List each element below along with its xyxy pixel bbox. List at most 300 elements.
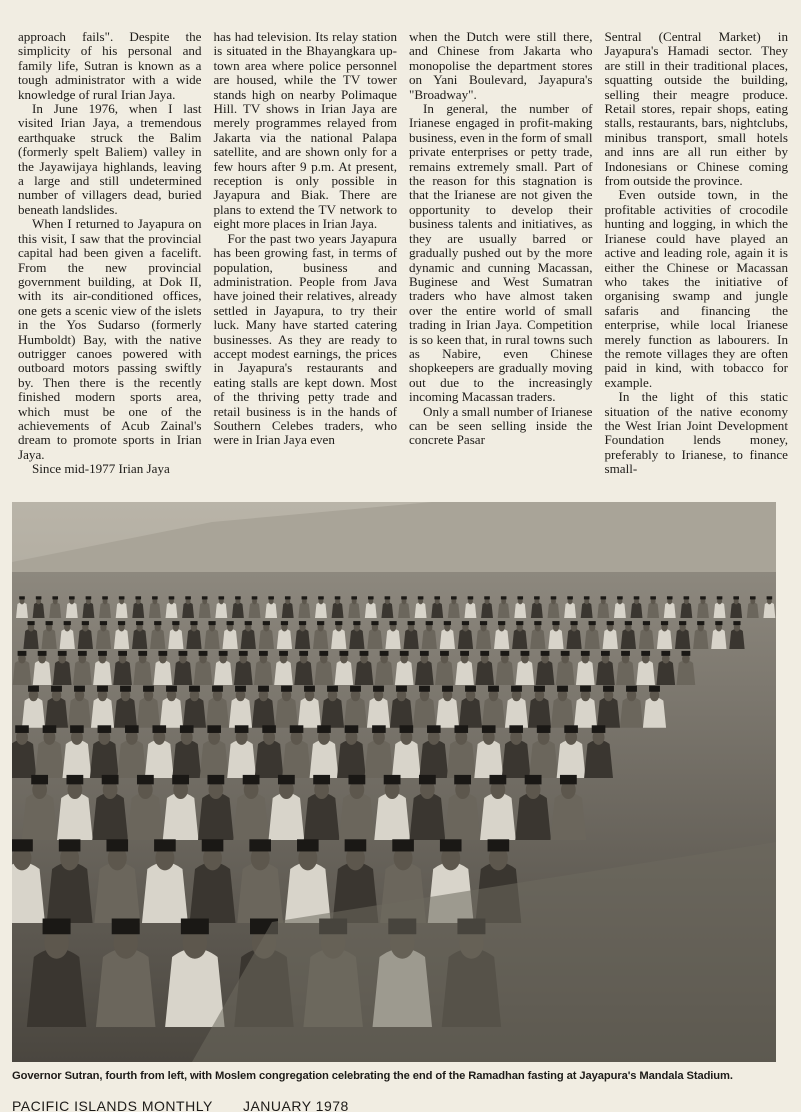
peci-cap bbox=[501, 596, 507, 599]
worshipper-body bbox=[367, 629, 382, 649]
peci-cap bbox=[488, 686, 499, 692]
worshipper-body bbox=[96, 629, 111, 649]
worshipper-body bbox=[13, 660, 32, 685]
worshipper-body bbox=[621, 629, 636, 649]
paragraph: In June 1976, when I last visited Irian Jaya, a tremendous earthquake struck the Balim (formerly spelt Baliem) valley in the Jayawijaya highlands, leaving a large and still undetermined number of villagers dead, buried beneath landslides. bbox=[18, 101, 202, 217]
worshipper-body bbox=[68, 697, 91, 728]
peci-cap bbox=[138, 651, 147, 656]
worshipper-body bbox=[223, 629, 238, 649]
worshipper-body bbox=[332, 602, 344, 618]
peci-cap bbox=[617, 596, 623, 599]
worshipper-body bbox=[166, 602, 178, 618]
peci-cap bbox=[327, 686, 338, 692]
worshipper-body bbox=[199, 602, 211, 618]
worshipper-body bbox=[585, 629, 600, 649]
worshipper-body bbox=[693, 629, 708, 649]
peci-cap bbox=[259, 651, 268, 656]
worshipper-body bbox=[480, 793, 516, 840]
worshipper-body bbox=[530, 629, 545, 649]
worshipper-body bbox=[66, 602, 78, 618]
worshipper-body bbox=[128, 793, 164, 840]
worshipper-body bbox=[275, 697, 298, 728]
worshipper-body bbox=[22, 793, 58, 840]
peci-cap bbox=[43, 919, 71, 935]
peci-cap bbox=[603, 686, 614, 692]
peci-cap bbox=[106, 839, 128, 851]
worshipper-body bbox=[714, 602, 726, 618]
peci-cap bbox=[717, 596, 723, 599]
worshipper-body bbox=[459, 697, 482, 728]
worshipper-body bbox=[206, 697, 229, 728]
peci-cap bbox=[208, 621, 215, 625]
peci-cap bbox=[339, 651, 348, 656]
article-column-4 bbox=[605, 30, 789, 492]
peci-cap bbox=[297, 839, 319, 851]
worshipper-body bbox=[367, 697, 390, 728]
worshipper-body bbox=[117, 740, 146, 778]
worshipper-body bbox=[419, 740, 448, 778]
worshipper-body bbox=[603, 629, 618, 649]
peci-cap bbox=[667, 596, 673, 599]
worshipper-body bbox=[616, 660, 635, 685]
worshipper-body bbox=[548, 629, 563, 649]
worshipper-body bbox=[643, 697, 666, 728]
worshipper-body bbox=[348, 602, 360, 618]
worshipper-body bbox=[349, 629, 364, 649]
worshipper-body bbox=[677, 660, 696, 685]
peci-cap bbox=[189, 686, 200, 692]
peci-cap bbox=[154, 621, 161, 625]
peci-cap bbox=[621, 651, 630, 656]
worshipper-body bbox=[392, 740, 421, 778]
peci-cap bbox=[400, 651, 409, 656]
worshipper-body bbox=[45, 697, 68, 728]
peci-cap bbox=[278, 775, 295, 784]
peci-cap bbox=[249, 839, 271, 851]
worshipper-body bbox=[404, 629, 419, 649]
worshipper-body bbox=[639, 629, 654, 649]
peci-cap bbox=[268, 596, 274, 599]
worshipper-body bbox=[42, 629, 57, 649]
worshipper-body bbox=[657, 629, 672, 649]
peci-cap bbox=[589, 621, 596, 625]
peci-cap bbox=[98, 725, 112, 733]
worshipper-body bbox=[495, 660, 514, 685]
peci-cap bbox=[440, 651, 449, 656]
worshipper-body bbox=[94, 862, 140, 923]
peci-cap bbox=[31, 775, 48, 784]
peci-cap bbox=[434, 596, 440, 599]
peci-cap bbox=[317, 725, 331, 733]
worshipper-body bbox=[505, 697, 528, 728]
peci-cap bbox=[112, 919, 140, 935]
worshipper-body bbox=[458, 629, 473, 649]
peci-cap bbox=[125, 725, 139, 733]
worshipper-body bbox=[656, 660, 675, 685]
peci-cap bbox=[258, 686, 269, 692]
peci-cap bbox=[353, 621, 360, 625]
peci-cap bbox=[152, 725, 166, 733]
peci-cap bbox=[43, 725, 57, 733]
worshipper-body bbox=[413, 697, 436, 728]
worshipper-body bbox=[82, 602, 94, 618]
worshipper-body bbox=[165, 948, 225, 1027]
page-footer bbox=[12, 1098, 788, 1112]
peci-cap bbox=[36, 596, 42, 599]
peci-cap bbox=[97, 686, 108, 692]
peci-cap bbox=[179, 651, 188, 656]
peci-cap bbox=[279, 651, 288, 656]
peci-cap bbox=[118, 651, 127, 656]
peci-cap bbox=[207, 725, 221, 733]
peci-cap bbox=[46, 621, 53, 625]
peci-cap bbox=[12, 839, 33, 851]
worshipper-body bbox=[763, 602, 775, 618]
peci-cap bbox=[517, 596, 523, 599]
peci-cap bbox=[537, 725, 551, 733]
peci-cap bbox=[498, 621, 505, 625]
peci-cap bbox=[516, 621, 523, 625]
worshipper-body bbox=[436, 697, 459, 728]
peci-cap bbox=[285, 596, 291, 599]
worshipper-body bbox=[440, 629, 455, 649]
peci-cap bbox=[281, 621, 288, 625]
peci-cap bbox=[69, 596, 75, 599]
peci-cap bbox=[482, 725, 496, 733]
paragraph: In general, the number of Irianese engaged in profit-making business, even in the form of small private enterprises or petty trade, remains extremely small. Part of the reason for this stagnation is that the Irianese are not given the opportunity to develop their business talents and initiatives, as they are usually barred or gradually pushed out by the more dynamic and cunning Macassan, Buginese and West Sumatran traders who have almost taken over the entire world of small trading in Irian Jaya. Competition is so keen that, in rural towns such as Nabire, even Chinese shopkeepers are gradually moving out due to the increasingly incoming Macassan traders. bbox=[409, 101, 593, 405]
worshipper-body bbox=[502, 740, 531, 778]
peci-cap bbox=[626, 686, 637, 692]
worshipper-body bbox=[481, 602, 493, 618]
peci-cap bbox=[51, 686, 62, 692]
worshipper-body bbox=[596, 660, 615, 685]
peci-cap bbox=[74, 686, 85, 692]
worshipper-body bbox=[515, 793, 551, 840]
congregation-photo bbox=[12, 502, 776, 1062]
peci-cap bbox=[58, 651, 67, 656]
peci-cap bbox=[444, 621, 451, 625]
peci-cap bbox=[634, 596, 640, 599]
worshipper-body bbox=[53, 660, 72, 685]
peci-cap bbox=[152, 596, 158, 599]
worshipper-body bbox=[168, 629, 183, 649]
worshipper-body bbox=[337, 740, 366, 778]
worshipper-body bbox=[233, 793, 269, 840]
worshipper-body bbox=[33, 602, 45, 618]
peci-cap bbox=[650, 596, 656, 599]
worshipper-body bbox=[241, 629, 256, 649]
worshipper-body bbox=[22, 697, 45, 728]
peci-cap bbox=[525, 775, 542, 784]
worshipper-body bbox=[215, 602, 227, 618]
worshipper-body bbox=[512, 629, 527, 649]
worshipper-body bbox=[57, 793, 93, 840]
peci-cap bbox=[118, 621, 125, 625]
peci-cap bbox=[697, 621, 704, 625]
worshipper-body bbox=[198, 793, 234, 840]
worshipper-body bbox=[410, 793, 446, 840]
worshipper-body bbox=[475, 660, 494, 685]
peci-cap bbox=[460, 651, 469, 656]
peci-cap bbox=[679, 621, 686, 625]
peci-cap bbox=[373, 686, 384, 692]
peci-cap bbox=[154, 839, 176, 851]
peci-cap bbox=[570, 621, 577, 625]
peci-cap bbox=[489, 775, 506, 784]
peci-cap bbox=[235, 596, 241, 599]
peci-cap bbox=[442, 686, 453, 692]
peci-cap bbox=[252, 596, 258, 599]
paragraph: when the Dutch were still there, and Chinese from Jakarta who monopolise the department stores on Yani Boulevard, Jayapura's "Broadway". bbox=[409, 29, 593, 102]
peci-cap bbox=[319, 651, 328, 656]
peci-cap bbox=[299, 651, 308, 656]
peci-cap bbox=[66, 775, 83, 784]
peci-cap bbox=[243, 775, 260, 784]
peci-cap bbox=[166, 686, 177, 692]
peci-cap bbox=[135, 596, 141, 599]
worshipper-body bbox=[214, 660, 233, 685]
peci-cap bbox=[564, 725, 578, 733]
peci-cap bbox=[120, 686, 131, 692]
worshipper-body bbox=[514, 602, 526, 618]
peci-cap bbox=[180, 725, 194, 733]
article-body bbox=[18, 30, 788, 492]
worshipper-body bbox=[697, 602, 709, 618]
worshipper-body bbox=[298, 697, 321, 728]
worshipper-body bbox=[204, 629, 219, 649]
worshipper-body bbox=[395, 660, 414, 685]
peci-cap bbox=[488, 839, 510, 851]
peci-cap bbox=[38, 651, 47, 656]
worshipper-body bbox=[113, 660, 132, 685]
worshipper-body bbox=[163, 793, 199, 840]
peci-cap bbox=[643, 621, 650, 625]
worshipper-body bbox=[374, 793, 410, 840]
worshipper-body bbox=[415, 602, 427, 618]
peci-cap bbox=[715, 621, 722, 625]
peci-cap bbox=[18, 651, 27, 656]
peci-cap bbox=[661, 621, 668, 625]
peci-cap bbox=[560, 775, 577, 784]
worshipper-body bbox=[200, 740, 229, 778]
worshipper-body bbox=[227, 740, 256, 778]
worshipper-body bbox=[314, 660, 333, 685]
worshipper-body bbox=[234, 660, 253, 685]
worshipper-body bbox=[186, 629, 201, 649]
worshipper-body bbox=[584, 740, 613, 778]
peci-cap bbox=[181, 919, 209, 935]
peci-cap bbox=[551, 596, 557, 599]
peci-cap bbox=[607, 621, 614, 625]
worshipper-body bbox=[229, 697, 252, 728]
paragraph: approach fails". Despite the simplicity of his personal and family life, Sutran is known as a tough administrator with a wide knowledge of rural Irian Jaya. bbox=[18, 29, 202, 102]
worshipper-body bbox=[99, 602, 111, 618]
worshipper-body bbox=[92, 793, 128, 840]
worshipper-body bbox=[415, 660, 434, 685]
worshipper-body bbox=[474, 740, 503, 778]
peci-cap bbox=[384, 775, 401, 784]
worshipper-body bbox=[398, 602, 410, 618]
peci-cap bbox=[380, 651, 389, 656]
worshipper-body bbox=[516, 660, 535, 685]
worshipper-body bbox=[435, 660, 454, 685]
worshipper-body bbox=[355, 660, 374, 685]
worshipper-body bbox=[90, 740, 119, 778]
worshipper-body bbox=[390, 697, 413, 728]
worshipper-body bbox=[150, 629, 165, 649]
worshipper-body bbox=[182, 602, 194, 618]
peci-cap bbox=[199, 651, 208, 656]
worshipper-body bbox=[265, 602, 277, 618]
worshipper-body bbox=[574, 697, 597, 728]
peci-cap bbox=[581, 651, 590, 656]
worshipper-body bbox=[114, 697, 137, 728]
worshipper-body bbox=[153, 660, 172, 685]
worshipper-body bbox=[298, 602, 310, 618]
worshipper-body bbox=[249, 602, 261, 618]
peci-cap bbox=[601, 596, 607, 599]
peci-cap bbox=[641, 651, 650, 656]
peci-cap bbox=[661, 651, 670, 656]
worshipper-body bbox=[12, 740, 36, 778]
peci-cap bbox=[418, 596, 424, 599]
peci-cap bbox=[28, 686, 39, 692]
peci-cap bbox=[100, 621, 107, 625]
worshipper-body bbox=[631, 602, 643, 618]
peci-cap bbox=[454, 725, 468, 733]
peci-cap bbox=[534, 621, 541, 625]
peci-cap bbox=[454, 775, 471, 784]
peci-cap bbox=[534, 686, 545, 692]
peci-cap bbox=[345, 839, 367, 851]
peci-cap bbox=[509, 725, 523, 733]
worshipper-body bbox=[190, 862, 236, 923]
worshipper-body bbox=[747, 602, 759, 618]
peci-cap bbox=[400, 725, 414, 733]
worshipper-body bbox=[620, 697, 643, 728]
peci-cap bbox=[681, 651, 690, 656]
issue-date: JANUARY 1978 bbox=[242, 1098, 349, 1112]
peci-cap bbox=[419, 686, 430, 692]
worshipper-body bbox=[172, 740, 201, 778]
worshipper-body bbox=[114, 629, 129, 649]
worshipper-body bbox=[252, 697, 275, 728]
worshipper-body bbox=[294, 660, 313, 685]
peci-cap bbox=[601, 651, 610, 656]
peci-cap bbox=[207, 775, 224, 784]
peci-cap bbox=[521, 651, 530, 656]
peci-cap bbox=[70, 725, 84, 733]
worshipper-body bbox=[132, 629, 147, 649]
worshipper-body bbox=[160, 697, 183, 728]
peci-cap bbox=[102, 596, 108, 599]
peci-cap bbox=[15, 725, 29, 733]
peci-cap bbox=[552, 621, 559, 625]
peci-cap bbox=[318, 596, 324, 599]
worshipper-body bbox=[137, 697, 160, 728]
peci-cap bbox=[368, 596, 374, 599]
worshipper-body bbox=[339, 793, 375, 840]
worshipper-body bbox=[498, 602, 510, 618]
worshipper-body bbox=[536, 660, 555, 685]
peci-cap bbox=[219, 596, 225, 599]
peci-cap bbox=[372, 725, 386, 733]
paragraph: Only a small number of Irianese can be seen selling inside the concrete Pasar bbox=[409, 403, 593, 448]
peci-cap bbox=[733, 621, 740, 625]
peci-cap bbox=[245, 621, 252, 625]
peci-cap bbox=[202, 839, 224, 851]
peci-cap bbox=[335, 596, 341, 599]
worshipper-body bbox=[431, 602, 443, 618]
worshipper-body bbox=[33, 660, 52, 685]
worshipper-body bbox=[282, 602, 294, 618]
article-column-3 bbox=[409, 30, 593, 492]
peci-cap bbox=[465, 686, 476, 692]
paragraph: Even outside town, in the profitable activities of crocodile hunting and logging, in which the Irianese could have played an active and leading role, again it is either the Chinese or Macassan who takes the initiative of organising swamp and jungle safaris and financing the enterprise, while local Irianese merely function as labourers. In the remote villages they are often paid in kind, with tobacco for example. bbox=[604, 187, 788, 390]
worshipper-body bbox=[364, 740, 393, 778]
worshipper-body bbox=[35, 740, 64, 778]
peci-cap bbox=[420, 651, 429, 656]
worshipper-body bbox=[313, 629, 328, 649]
worshipper-body bbox=[47, 862, 93, 923]
peci-cap bbox=[82, 621, 89, 625]
peci-cap bbox=[263, 621, 270, 625]
worshipper-body bbox=[597, 602, 609, 618]
worshipper-body bbox=[344, 697, 367, 728]
peci-cap bbox=[143, 686, 154, 692]
worshipper-body bbox=[531, 602, 543, 618]
peci-cap bbox=[64, 621, 71, 625]
worshipper-body bbox=[597, 697, 620, 728]
worshipper-body bbox=[255, 740, 284, 778]
worshipper-body bbox=[529, 740, 558, 778]
peci-cap bbox=[119, 596, 125, 599]
worshipper-body bbox=[78, 629, 93, 649]
peci-cap bbox=[534, 596, 540, 599]
worshipper-body bbox=[133, 660, 152, 685]
peci-cap bbox=[625, 621, 632, 625]
peci-cap bbox=[335, 621, 342, 625]
peci-cap bbox=[468, 596, 474, 599]
peci-cap bbox=[262, 725, 276, 733]
peci-cap bbox=[567, 596, 573, 599]
worshipper-body bbox=[254, 660, 273, 685]
peci-cap bbox=[592, 725, 606, 733]
paragraph: Sentral (Central Market) in Jayapura's Hamadi sector. They are still in their traditional places, squatting outside the building, selling their meagre produce. Retail stores, repair shops, eating stalls, restaurants, bars, nightclubs, minibus transport, small hotels and inns are all run either by Indonesians or Chinese coming from outside the province. bbox=[604, 29, 788, 189]
worshipper-body bbox=[49, 602, 61, 618]
peci-cap bbox=[385, 596, 391, 599]
peci-cap bbox=[426, 621, 433, 625]
worshipper-body bbox=[321, 697, 344, 728]
peci-cap bbox=[767, 596, 773, 599]
worshipper-body bbox=[729, 629, 744, 649]
peci-cap bbox=[19, 596, 25, 599]
worshipper-body bbox=[259, 629, 274, 649]
worshipper-body bbox=[455, 660, 474, 685]
peci-cap bbox=[281, 686, 292, 692]
publication-name: PACIFIC ISLANDS MONTHLY bbox=[12, 1098, 213, 1112]
peci-cap bbox=[190, 621, 197, 625]
worshipper-body bbox=[581, 602, 593, 618]
worshipper-body bbox=[335, 660, 354, 685]
peci-cap bbox=[462, 621, 469, 625]
peci-cap bbox=[172, 621, 179, 625]
peci-cap bbox=[500, 651, 509, 656]
peci-cap bbox=[136, 621, 143, 625]
worshipper-body bbox=[23, 629, 38, 649]
peci-cap bbox=[427, 725, 441, 733]
worshipper-body bbox=[675, 629, 690, 649]
